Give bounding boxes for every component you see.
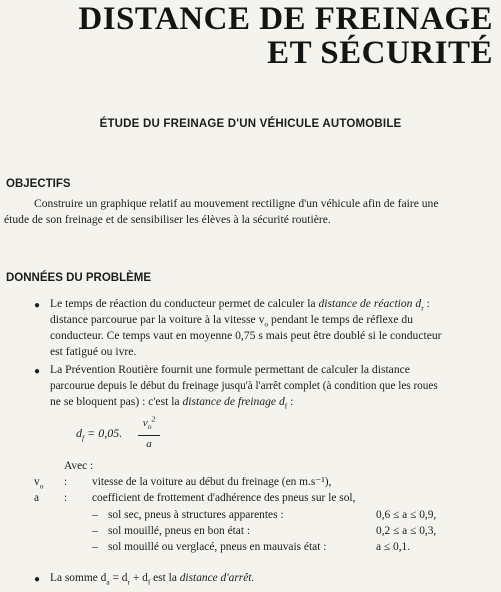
heading-donnees: DONNÉES DU PROBLÈME [6, 272, 152, 284]
objectifs-line-2: étude de son freinage et de sensibiliser les élèves à la sécurité routière. [4, 213, 331, 226]
v-symbol: $v_o$ [34, 476, 44, 491]
case-1-label: sol sec, pneus à structures apparentes : [108, 509, 284, 521]
bullet-3-line: La somme $d_a = d_r + d_f$ est la distance d'arrêt. [50, 572, 255, 587]
bullet-2-marker: ● [34, 366, 41, 377]
title-line-1: DISTANCE DE FREINAGE [78, 1, 493, 37]
case-3-range: a ≤ 0,1. [376, 541, 411, 553]
bullet-1-line-3: conducteur. Ce temps vaut en moyenne 0,75 s mais peut être doublé si le conducteur [50, 329, 442, 342]
case-2-range: 0,2 ≤ a ≤ 0,3, [376, 525, 437, 537]
case-3-dash: – [92, 541, 98, 553]
braking-formula: $d_f = 0,05$. [76, 426, 123, 443]
case-2-dash: – [92, 525, 98, 537]
bullet-2-line-2: parcourue depuis le début du freinage jusqu'à l'arrêt complet (à condition que les roues [50, 380, 438, 392]
v-definition: vitesse de la voiture au début du freinage (en m.s⁻¹), [92, 476, 332, 488]
a-definition: coefficient de frottement d'adhérence des pneus sur le sol, [92, 492, 356, 504]
bullet-1-line-2: distance parcourue par la voiture à la vitesse $v_o$ pendant le temps de réflexe du [50, 313, 414, 329]
case-3-label: sol mouillé ou verglacé, pneus en mauvais état : [108, 541, 327, 553]
bullet-2-line-3: ne se bloquent pas) : c'est la distance de freinage $d_f$ : [50, 395, 294, 411]
case-2-label: sol mouillé, pneus en bon état : [108, 525, 251, 537]
fraction-numerator: $v_o^2$ [142, 414, 156, 431]
bullet-2-line-1: La Prévention Routière fournit une formule permettant de calculer la distance [50, 363, 410, 376]
bullet-1-marker: ● [34, 300, 41, 311]
fraction-bar [138, 435, 160, 436]
case-1-range: 0,6 ≤ a ≤ 0,9, [376, 509, 437, 521]
bullet-1-line-4: est fatigué ou ivre. [50, 345, 137, 358]
case-1-dash: – [92, 509, 98, 521]
heading-objectifs: OBJECTIFS [6, 178, 71, 190]
a-symbol: a [34, 492, 40, 504]
bullet-3-marker: ● [34, 574, 41, 585]
a-colon: : [64, 492, 68, 504]
title-line-2: ET SÉCURITÉ [267, 35, 493, 71]
objectifs-line-1: Construire un graphique relatif au mouvement rectiligne d'un véhicule afin de faire une [34, 197, 439, 210]
page-title [78, 2, 493, 70]
section-subtitle: ÉTUDE DU FREINAGE D'UN VÉHICULE AUTOMOBILE [99, 118, 402, 130]
avec-label: Avec : [64, 460, 94, 472]
v-colon: : [64, 476, 68, 488]
bullet-1-line-1: Le temps de réaction du conducteur permet de calculer la distance de réaction $d_r$ : [50, 297, 430, 313]
fraction-denominator: a [146, 437, 152, 450]
formula-fraction [138, 412, 160, 451]
